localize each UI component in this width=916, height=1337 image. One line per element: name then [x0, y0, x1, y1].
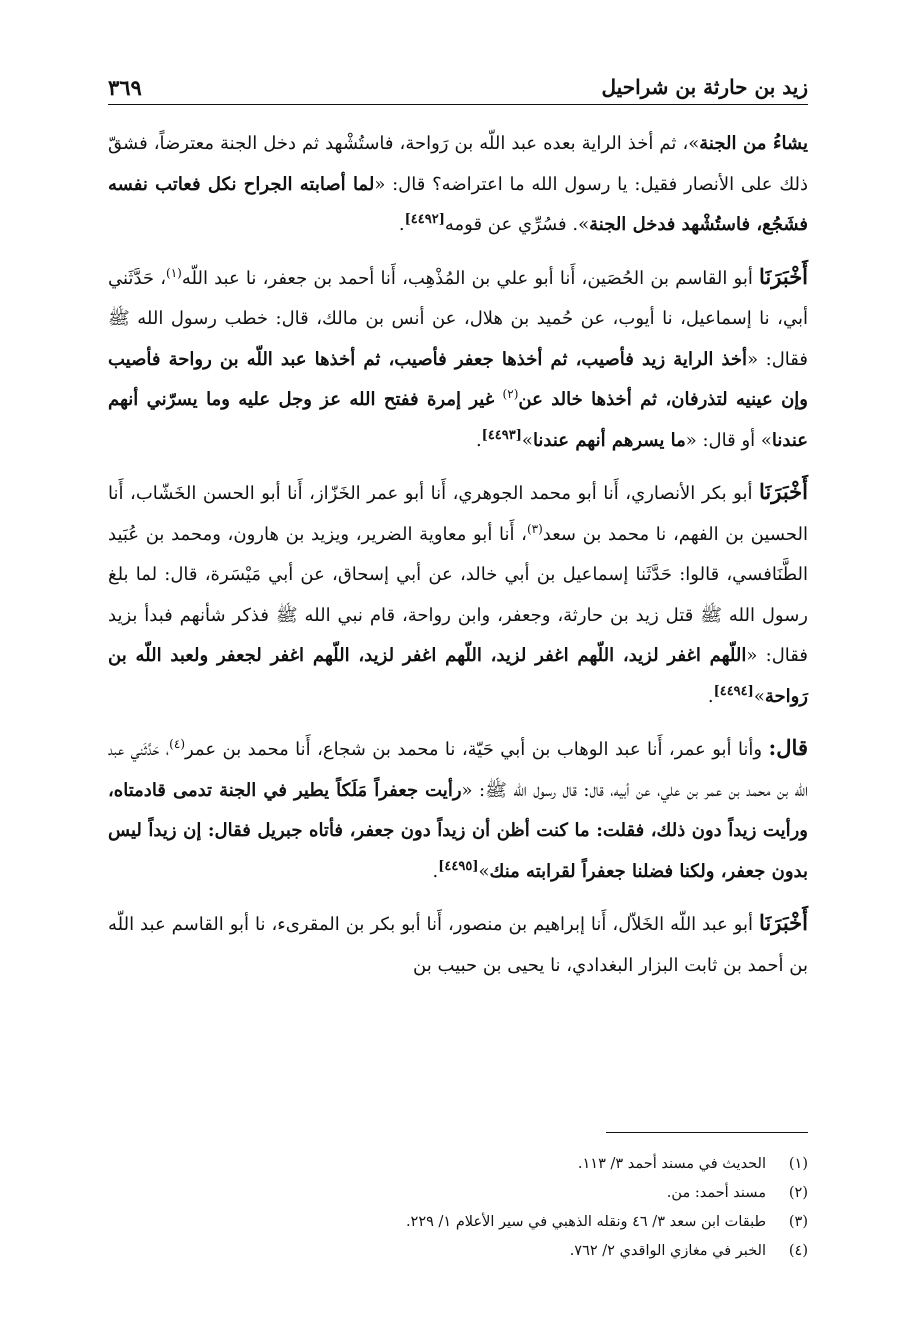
- main-text: [108, 124, 808, 997]
- akhbarana-keyword: أَخْبَرَنَا: [759, 479, 808, 504]
- paragraph-5: [108, 903, 808, 986]
- isnad-text: ، حَدَّثَني أبي، نا إسماعيل، نا أيوب، عن حُميد بن هلال، عن أنس بن مالك، قال: خطب رسول الله ﷺ فقال: «: [108, 267, 808, 370]
- akhbarana-keyword: أَخْبَرَنَا: [759, 910, 808, 935]
- hadith-number: [٤٤٩٢]: [404, 212, 445, 227]
- hadith-text: رأيت جعفراً مَلَكاً يطير في الجنة تدمى قادمتاه، ورأيت زيداً دون ذلك، فقلت: ما كنت أظن أن زيداً دون جعفر، فأتاه جبريل فقال: إن زيداً ليس بدون جعفر، ولكنا فضلنا جعفراً لقرابته منك: [108, 779, 808, 882]
- footnote: [108, 1179, 808, 1208]
- narration-text: »: [478, 860, 490, 882]
- narration-text: »: [753, 685, 765, 707]
- isnad-text: ، أَنا أبو معاوية الضرير، ويزيد بن هارون، ومحمد بن عُبَيد الطَّنَافسي، قالوا: حَدَّثَنا إسماعيل بن أبي خالد، عن أبي إسحاق، عن أبي مَيْسَرة، قال: لما بلغ رسول الله ﷺ قتل زيد بن حارثة، وجعفر، وابن رواحة، قام نبي الله ﷺ فذكر شأنهم فبدأ بزيد فقال: «: [108, 523, 809, 666]
- footnote: [108, 1237, 808, 1266]
- narration-text: ». فسُرِّي عن قومه: [444, 214, 590, 235]
- hadith-text: يشاءُ من الجنة: [699, 133, 808, 154]
- isnad-text: ، حَدَّثَني عبد اللّه بن محمد بن عمر بن علي، عن أبيه، قال: قال رسول الله ﷺ: «: [108, 739, 808, 801]
- qala-keyword: قال:: [768, 735, 808, 760]
- hadith-number: [٤٤٩٣]: [481, 427, 522, 443]
- punctuation: .: [707, 685, 714, 707]
- footnote-marker: (٢): [502, 387, 519, 401]
- footnote-text: الخبر في مغازي الواقدي ٢/ ٧٦٢.: [569, 1243, 766, 1259]
- footnote-marker: (٣): [526, 521, 543, 536]
- hadith-text: اللّهم اغفر لزيد، اللّهم اغفر لزيد، اللّهم اغفر لزيد، اللّهم اغفر لجعفر ولعبد اللّه بن رَواحة: [108, 645, 808, 707]
- footnote-number: (٢): [788, 1185, 808, 1201]
- hadith-number: [٤٤٩٤]: [713, 683, 754, 699]
- hadith-text: أخذ الراية زيد فأصيب، ثم أخذها جعفر فأصيب، ثم أخذها عبد اللّه بن رواحة فأصيب وإن عينيه لتذرفان، ثم أخذها خالد عن: [108, 348, 809, 410]
- hadith-text: ما يسرهم أنهم عندنا: [532, 429, 686, 451]
- isnad-text: وأنا أبو عمر، أَنا عبد الوهاب بن أبي حَيّة، نا محمد بن شجاع، أَنا محمد بن عمر: [185, 739, 769, 760]
- footnote-divider: [606, 1132, 808, 1133]
- punctuation: .: [398, 214, 405, 235]
- punctuation: .: [432, 860, 439, 882]
- footnote-marker: (٤): [169, 737, 185, 751]
- running-header: [108, 70, 808, 105]
- footnote-text: مسند أحمد: من.: [666, 1185, 766, 1201]
- footnote-number: (٤): [788, 1243, 808, 1259]
- paragraph-3: [108, 472, 808, 717]
- footnote-text: طبقات ابن سعد ٣/ ٤٦ ونقله الذهبي في سير الأعلام ١/ ٢٢٩.: [405, 1214, 766, 1230]
- punctuation: .: [475, 429, 482, 451]
- narration-text: »، ثم أخذ الراية بعده عبد اللّه بن رَواحة، فاستُشْهد ثم دخل الجنة معترضاً، فشقّ ذلك على الأنصار فقيل: يا رسول الله ما اعتراضه؟ قال: «: [108, 133, 808, 195]
- narration-text: »: [521, 429, 533, 451]
- isnad-text: أبو بكر الأنصاري، أَنا أبو محمد الجوهري، أَنا أبو عمر الخَزّاز، أَنا أبو الحسن الخَشّاب، أَنا الحسين بن الفهم، نا محمد بن سعد: [108, 483, 808, 545]
- isnad-text: أبو عبد اللّه الخَلاّل، أَنا إبراهيم بن منصور، أَنا أبو بكر بن المقرىء، نا أبو القاسم عبد اللّه بن أحمد بن ثابت البزار البغدادي، نا يحيى بن حبيب بن: [108, 914, 808, 976]
- footnote-text: الحديث في مسند أحمد ٣/ ١١٣.: [577, 1156, 766, 1172]
- footnote-number: (١): [788, 1156, 808, 1172]
- hadith-text: لما أصابته الجراح نكل فعاتب نفسه فشَجُع، فاستُشْهد فدخل الجنة: [108, 173, 808, 235]
- footnote: [108, 1208, 808, 1237]
- narration-text: » أو قال: «: [685, 429, 772, 451]
- paragraph-4: [108, 728, 808, 892]
- page-number: ٣٦٩: [108, 74, 142, 100]
- hadith-number: [٤٤٩٥]: [438, 858, 479, 874]
- footnote-number: (٣): [788, 1214, 808, 1230]
- isnad-text: أبو القاسم بن الحُصَين، أَنا أبو علي بن المُذْهِب، أَنا أحمد بن جعفر، نا عبد اللّه: [181, 267, 760, 289]
- footnote-marker: (١): [166, 265, 182, 280]
- footnotes: [108, 1150, 808, 1266]
- paragraph-1: [108, 124, 808, 246]
- paragraph-2: [108, 257, 808, 462]
- akhbarana-keyword: أَخْبَرَنَا: [759, 263, 809, 289]
- running-title: زيد بن حارثة بن شراحيل: [601, 75, 808, 99]
- hadith-text: غير إمرة ففتح الله عز وجل عليه وما يسرّني أنهم عندنا: [108, 389, 808, 451]
- footnote: [108, 1150, 808, 1179]
